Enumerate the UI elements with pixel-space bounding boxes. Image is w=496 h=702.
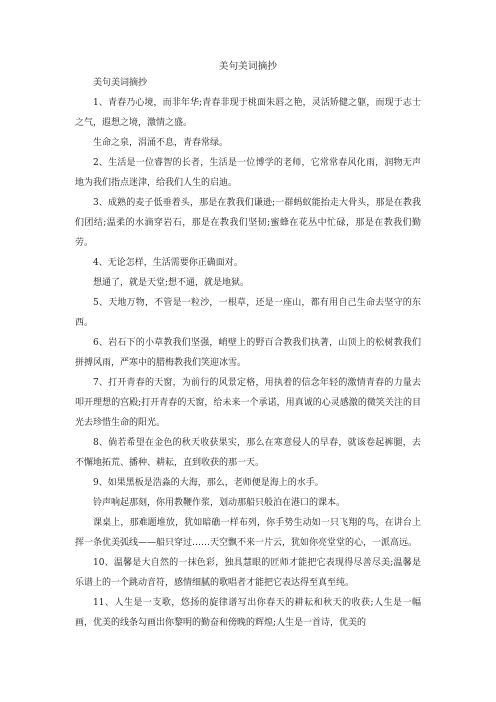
document-body xyxy=(75,73,421,633)
paragraph: 5、天地万物，不管是一粒沙，一根草，还是一座山，都有用自己生命去坚守的东西。 xyxy=(75,298,421,328)
paragraph: 想通了，就是天堂;想不通，就是地狱。 xyxy=(93,278,250,288)
document-title: 美句美词摘抄 xyxy=(218,61,278,72)
paragraph: 10、温馨是大自然的一抹色彩，独具慧眼的匠师才能把它表现得尽善尽美;温馨是乐谱上的一个跳动音符，感情细腻的歌唱者才能把它表达得至真至纯。 xyxy=(75,558,421,588)
paragraph: 9、如果黑板是浩淼的大海，那么，老师便是海上的水手。 xyxy=(93,478,324,488)
paragraph: 8、倘若希望在金色的秋天收获果实，那么在寒意侵人的早春，就该卷起裤腿，去不懈地拓荒、播种、耕耘，直到收获的那一天。 xyxy=(75,438,421,468)
paragraph: 2、生活是一位睿智的长者，生活是一位博学的老师，它常常春风化雨，润物无声地为我们指点迷津，给我们人生的启迪。 xyxy=(75,158,421,188)
paragraph: 3、成熟的麦子低垂着头，那是在教我们谦逊;一群蚂蚁能抬走大骨头，那是在教我们团结;温柔的水滴穿岩石，那是在教我们坚韧;蜜蜂在花丛中忙碌，那是在教我们勤劳。 xyxy=(75,198,421,248)
paragraph: 美句美词摘抄 xyxy=(93,78,148,88)
paragraph: 11、人生是一支歌，悠扬的旋律谱写出你春天的耕耘和秋天的收获;人生是一幅画，优美的线条勾画出你黎明的勤奋和傍晚的辉煌;人生是一首诗，优美的 xyxy=(75,598,421,628)
paragraph: 7、打开青春的天窗，为前行的风景定格，用执着的信念年轻的激情青春的力量去叩开理想的宫殿;打开青春的天窗，给未来一个承诺，用真诚的心灵感激的微笑关注的目光去珍惜生命的阳光。 xyxy=(75,378,421,428)
paragraph: 4、无论怎样，生活需要你正确面对。 xyxy=(93,258,243,268)
paragraph: 6、岩石下的小草教我们坚强，峭壁上的野百合教我们执著，山顶上的松树教我们拼搏风雨，严寒中的腊梅教我们笑迎冰雪。 xyxy=(75,338,421,368)
paragraph: 生命之泉，涓涌不息，青春常绿。 xyxy=(93,138,229,148)
paragraph: 铃声响起那刻，你用教鞭作浆，划动那船只般泊在港口的课本。 xyxy=(93,498,346,508)
paragraph: 课桌上，那难题堆放，犹如暗礁一样布列，你手势生动如一只飞翔的鸟，在讲台上挥一条优美弧线——船只穿过……天空飘不来一片云，犹如你亮堂堂的心，一派高远。 xyxy=(75,518,421,548)
paragraph: 1、青春乃心境，而非年华;青春非现于桃面朱唇之艳，灵活矫健之躯，而现于志士之气，遐想之境，激情之盛。 xyxy=(75,98,421,128)
